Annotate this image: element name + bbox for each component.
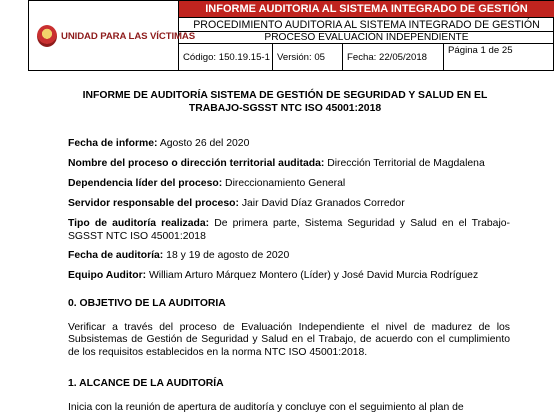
field-report-date — [68, 138, 510, 151]
logo-text: UNIDAD PARA LAS VÍCTIMAS — [61, 31, 196, 42]
coat-of-arms-icon — [37, 25, 57, 47]
field-value: Dirección Territorial de Magdalena — [324, 158, 485, 169]
field-label: Servidor responsable del proceso: — [68, 198, 239, 209]
procedure-name: PROCEDIMIENTO AUDITORIA AL SISTEMA INTEGRADO DE GESTIÓN — [179, 18, 554, 32]
field-audit-type — [68, 218, 510, 243]
document-title-line2: TRABAJO-SGSST NTC ISO 45001:2018 — [188, 103, 382, 114]
field-label: Fecha de informe: — [68, 138, 158, 149]
page-number: Página 1 de 25 — [448, 45, 513, 56]
section-text-objective: Verificar a través del proceso de Evaluación Independiente el nivel de madurez de los Subsistemas de Gestión de Seguridad y Salud en el Trabajo, de acuerdo con el cumplimiento de los requisitos establecidos en la norma NTC ISO 45001:2018. — [68, 322, 510, 358]
field-value: De primera parte, Sistema Seguridad y Salud en el Trabajo-SGSST NTC ISO 45001:2018 — [68, 218, 510, 242]
field-value: Jair David Díaz Granados Corredor — [238, 198, 405, 209]
field-label: Nombre del proceso o dirección territorial auditada: — [68, 158, 325, 169]
field-responsible-official — [68, 198, 510, 211]
logo-cell — [29, 1, 196, 71]
field-label: Dependencia líder del proceso: — [68, 178, 223, 189]
field-audit-team — [68, 270, 510, 283]
field-audit-date — [68, 250, 510, 263]
field-label: Equipo Auditor: — [68, 270, 147, 281]
doc-version: Versión: 05 — [273, 44, 343, 71]
report-header-title: INFORME AUDITORIA AL SISTEMA INTEGRADO DE GESTIÓN — [179, 1, 554, 18]
process-name: PROCESO EVALUACIÓN INDEPENDIENTE — [179, 32, 554, 44]
field-value: Direccionamiento General — [222, 178, 346, 189]
doc-code: Código: 150.19.15-1 — [179, 44, 273, 71]
field-label: Tipo de auditoría realizada: — [68, 218, 210, 229]
document-title — [40, 89, 530, 115]
field-value: William Arturo Márquez Montero (Líder) y José David Murcia Rodríguez — [146, 270, 479, 281]
section-text-scope: Inicia con la reunión de apertura de auditoría y concluye con el seguimiento al plan de — [68, 402, 464, 413]
section-heading-objective: 0. OBJETIVO DE LA AUDITORIA — [68, 298, 226, 309]
field-value: 18 y 19 de agosto de 2020 — [163, 250, 290, 261]
document-title-line1: INFORME DE AUDITORÍA SISTEMA DE GESTIÓN DE SEGURIDAD Y SALUD EN EL — [82, 90, 488, 101]
section-heading-scope: 1. ALCANCE DE LA AUDITORÍA — [68, 378, 224, 389]
field-value: Agosto 26 del 2020 — [157, 138, 250, 149]
field-lead-dependency — [68, 178, 510, 191]
header-table — [28, 0, 554, 71]
meta-row — [179, 44, 554, 71]
field-audited-process — [68, 158, 510, 171]
field-label: Fecha de auditoría: — [68, 250, 164, 261]
doc-date: Fecha: 22/05/2018 — [343, 44, 444, 71]
